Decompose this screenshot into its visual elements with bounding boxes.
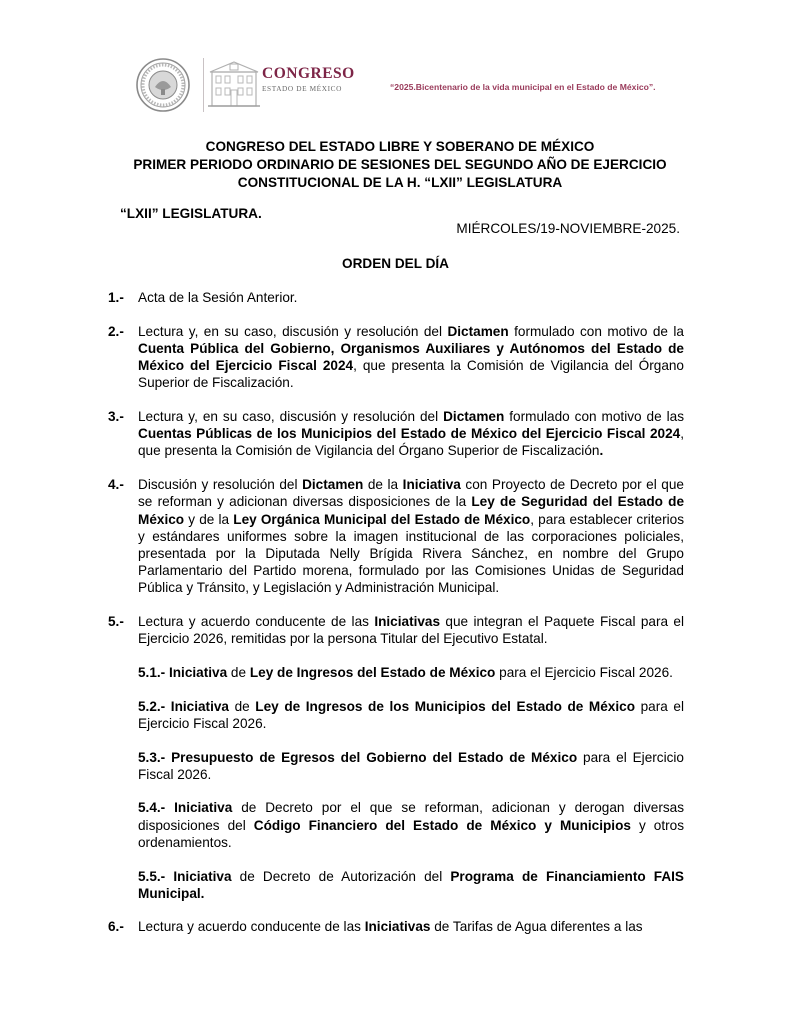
subitem-text: para el Ejercicio Fiscal 2026. — [138, 749, 684, 782]
item-number: 4.- — [108, 477, 124, 493]
item-bold: Iniciativa — [402, 477, 461, 493]
item-text: Lectura y, en su caso, discusión y resolución del — [138, 409, 444, 425]
agenda-item-4 — [108, 476, 684, 596]
orden-del-dia-heading: ORDEN DEL DÍA — [342, 256, 449, 271]
item-text: Discusión y resolución del — [138, 477, 303, 493]
subitem-text: de — [227, 664, 250, 680]
document-title — [80, 138, 720, 192]
item-number: 5.- — [108, 614, 124, 630]
agenda-subitem-5-3 — [138, 749, 684, 783]
subitem-bold: Programa de Financiamiento FAIS Municipal. — [138, 868, 685, 901]
item-bold: Cuenta Pública del Gobierno, Organismos Auxiliares y Autónomos del Estado de México del Ejercicio Fiscal 2024 — [138, 340, 684, 374]
subitem-bold: Ley de Ingresos de los Municipios del Estado de México — [255, 698, 636, 714]
item-bold: Ley Orgánica Municipal del Estado de México — [233, 511, 531, 527]
title-line-3: CONSTITUCIONAL DE LA H. “LXII” LEGISLATURA — [237, 175, 563, 190]
item-text: , que presenta la Comisión de Vigilancia del Órgano Superior de Fiscalización. — [138, 358, 684, 391]
item-bold: Iniciativas — [374, 614, 441, 630]
item-text: formulado con motivo de la — [508, 323, 684, 339]
agenda-item-5 — [108, 613, 684, 902]
subitem-bold: 5.2.- Iniciativa — [138, 698, 229, 714]
item-text: , que presenta la Comisión de Vigilancia del Órgano Superior de Fiscalización — [138, 426, 684, 459]
item-text: Acta de la Sesión Anterior. — [138, 290, 298, 305]
agenda-item-2 — [108, 323, 684, 392]
subitem-text: y otros ordenamientos. — [138, 817, 684, 850]
item-text: , para establecer criterios y estándares uniformes sobre la imagen institucional de las corporaciones policiales, presentada por la Diputada Nelly Brígida Rivera Sánchez, en nombre del Grupo Parlamentario del Partido morena, formulado por las Comisiones Unidas de Seguridad Pública y Tránsito, y Legislación y Administración Municipal. — [138, 511, 685, 596]
congreso-subtitle: ESTADO DE MÉXICO — [262, 84, 342, 93]
subitem-text: de — [228, 698, 256, 714]
legislatura-label: “LXII” LEGISLATURA. — [120, 206, 262, 221]
agenda-subitem-5-5 — [138, 868, 684, 902]
header-divider — [203, 58, 204, 112]
subitem-bold: Código Financiero del Estado de México y Municipios — [253, 817, 631, 833]
subitem-bold: Ley de Ingresos del Estado de México — [249, 664, 496, 680]
agenda-list — [108, 289, 684, 952]
agenda-item-1 — [108, 289, 684, 306]
item-bold: . — [599, 443, 604, 459]
subitem-text: para el Ejercicio Fiscal 2026. — [495, 664, 673, 680]
item-bold: Dictamen — [443, 409, 505, 425]
title-line-2: PRIMER PERIODO ORDINARIO DE SESIONES DEL SEGUNDO AÑO DE EJERCICIO — [133, 157, 667, 172]
item-bold: Cuentas Públicas de los Municipios del Estado de México del Ejercicio Fiscal 2024 — [138, 426, 681, 442]
item-bold: Iniciativas — [364, 919, 431, 935]
subitem-text: de Decreto por el que se reforman, adicionan y derogan diversas disposiciones del — [138, 800, 685, 833]
item-text: de Tarifas de Agua diferentes a las — [430, 919, 643, 935]
item-text: con Proyecto de Decreto por el que se reforman y adicionan diversas disposiciones de la — [138, 477, 684, 510]
item-number: 6.- — [108, 919, 124, 935]
agenda-item-3 — [108, 408, 684, 460]
item-bold: Dictamen — [302, 477, 364, 493]
letterhead — [130, 52, 790, 122]
agenda-item-6 — [108, 918, 684, 935]
title-line-1: CONGRESO DEL ESTADO LIBRE Y SOBERANO DE MÉXICO — [205, 139, 595, 154]
legislature-building-icon — [208, 60, 260, 110]
session-date: MIÉRCOLES/19-NOVIEMBRE-2025. — [456, 221, 680, 236]
item-text: Lectura y, en su caso, discusión y resolución del — [138, 323, 448, 339]
item-number: 1.- — [108, 290, 124, 305]
subitem-bold: 5.5.- Iniciativa — [138, 868, 232, 884]
item-text: y de la — [184, 511, 234, 527]
agenda-subitem-5-2 — [138, 698, 684, 732]
header-slogan: “2025.Bicentenario de la vida municipal en el Estado de México”. — [390, 82, 656, 92]
item-text: Lectura y acuerdo conducente de las — [138, 614, 375, 630]
item-text: formulado con motivo de las — [504, 409, 684, 425]
subitem-bold: 5.3.- Presupuesto de Egresos del Gobierno del Estado de México — [138, 749, 578, 765]
agenda-subitem-5-4 — [138, 799, 684, 851]
item-number: 2.- — [108, 323, 124, 339]
congreso-logo-text — [262, 65, 355, 93]
item-number: 3.- — [108, 409, 124, 425]
item-bold: Ley de Seguridad del Estado de México — [138, 494, 685, 527]
congreso-name: CONGRESO — [262, 65, 355, 82]
item-text: Lectura y acuerdo conducente de las — [138, 919, 365, 935]
item-text: de la — [363, 477, 403, 493]
item-text: que integran el Paquete Fiscal para el Ejercicio 2026, remitidas por la persona Titular del Ejecutivo Estatal. — [138, 614, 684, 647]
item-bold: Dictamen — [447, 323, 509, 339]
agenda-subitem-5-1 — [138, 664, 684, 681]
subitem-text: para el Ejercicio Fiscal 2026. — [138, 698, 684, 731]
state-seal-icon — [135, 57, 191, 113]
subitem-bold: 5.4.- Iniciativa — [138, 800, 233, 816]
subitem-text: de Decreto de Autorización del — [231, 868, 451, 884]
subitem-bold: 5.1.- Iniciativa — [138, 664, 228, 680]
